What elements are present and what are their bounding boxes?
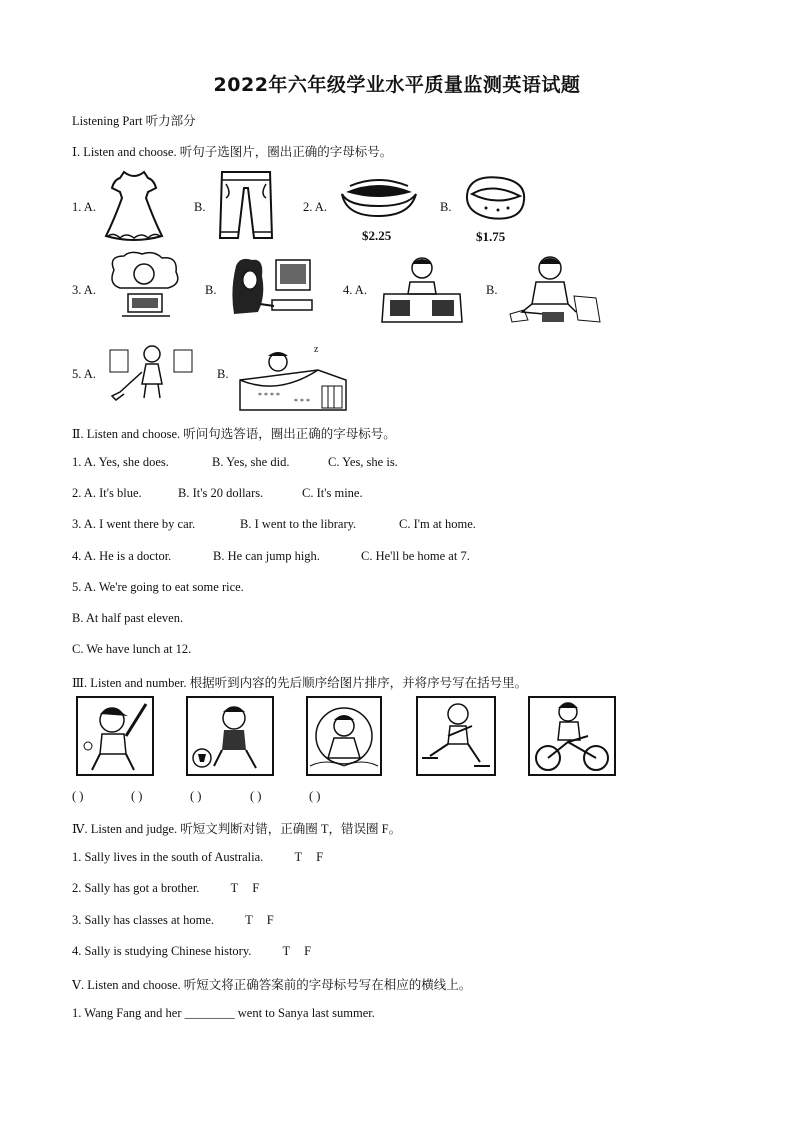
s2-q3a: 3. A. I went there by car. [72, 517, 196, 531]
sleeping-girl-image [238, 340, 348, 412]
s2-q4a: 4. A. He is a doctor. [72, 549, 172, 563]
dress-image [104, 168, 164, 242]
page-title: 2022年六年级学业水平质量监测英语试题 [213, 74, 581, 96]
s4-item-3 [72, 913, 288, 928]
s4-item-2-text: 2. Sally has got a brother. [72, 881, 200, 895]
s5-q1: 1. Wang Fang and her ________ went to Sanya last summer. [72, 1006, 375, 1020]
s4-item-2-f[interactable]: F [252, 881, 260, 895]
hotdog-a-image [338, 172, 420, 222]
hotdog-b-image [462, 172, 528, 224]
s4-item-2 [72, 881, 273, 896]
svg-text:* * *: * * * [294, 397, 310, 406]
s4-item-3-t[interactable]: T [245, 913, 253, 927]
sweeping-girl-image [106, 342, 196, 402]
price-a: $2.25 [362, 228, 392, 243]
q3a-label: 3. A. [72, 283, 96, 297]
order-paren-3[interactable]: ( ) [190, 789, 202, 803]
s2-q4c: C. He'll be home at 7. [361, 549, 470, 563]
q3b-label: B. [205, 283, 217, 297]
s4-item-1-f[interactable]: F [316, 850, 324, 864]
q4a-label: 4. A. [343, 283, 367, 297]
s2-q1b: B. Yes, she did. [212, 455, 290, 469]
s4-item-4 [72, 944, 325, 959]
section2-heading: Ⅱ. Listen and choose. 听问句选答语，圈出正确的字母标号。 [72, 427, 396, 441]
computer-girl-image [230, 256, 322, 320]
skating-boy-image [416, 696, 496, 776]
price-b: $1.75 [476, 229, 506, 244]
order-paren-1[interactable]: ( ) [72, 789, 84, 803]
cycling-girl-image [528, 696, 616, 776]
q2b-label: B. [440, 200, 452, 214]
s2-q5b: B. At half past eleven. [72, 611, 184, 625]
football-boy-image [186, 696, 274, 776]
q5b-label: B. [217, 367, 229, 381]
order-paren-4[interactable]: ( ) [250, 789, 262, 803]
section4-heading: Ⅳ. Listen and judge. 听短文判断对错，正确圈 T，错误圈 F。 [72, 822, 402, 836]
trousers-image [218, 168, 274, 244]
s2-q1c: C. Yes, she is. [328, 455, 398, 469]
girl-moon-image [306, 696, 382, 776]
s2-q5a: 5. A. We're going to eat some rice. [72, 580, 244, 594]
svg-text:* * * *: * * * * [258, 391, 280, 400]
section3-heading: Ⅲ. Listen and number. 根据听到内容的先后顺序给图片排序，并将序号写在括号里。 [72, 676, 528, 690]
listening-part-label: Listening Part 听力部分 [72, 114, 196, 128]
s2-q1a: 1. A. Yes, she does. [72, 455, 169, 469]
s4-item-1-t[interactable]: T [294, 850, 303, 864]
q2a-label: 2. A. [303, 200, 327, 214]
baseball-boy-image [76, 696, 154, 776]
s2-q2c: C. It's mine. [302, 486, 363, 500]
s4-item-2-t[interactable]: T [230, 881, 239, 895]
section5-heading: Ⅴ. Listen and choose. 听短文将正确答案前的字母标号写在相应的横线上。 [72, 978, 472, 992]
s4-item-3-text: 3. Sally has classes at home. [72, 913, 214, 927]
s2-q2b: B. It's 20 dollars. [178, 486, 264, 500]
cooking-boy-image [380, 254, 464, 324]
s4-item-1-text: 1. Sally lives in the south of Australia. [72, 850, 264, 864]
s2-q4b: B. He can jump high. [213, 549, 320, 563]
s4-item-1 [72, 850, 337, 865]
s2-q3b: B. I went to the library. [240, 517, 357, 531]
order-paren-5[interactable]: ( ) [309, 789, 321, 803]
s2-q3c: C. I'm at home. [399, 517, 476, 531]
q4b-label: B. [486, 283, 498, 297]
q5a-label: 5. A. [72, 367, 96, 381]
s2-q5c: C. We have lunch at 12. [72, 642, 192, 656]
typing-girl-image [106, 250, 182, 324]
s4-item-4-t[interactable]: T [282, 944, 291, 958]
svg-text:z: z [314, 344, 319, 355]
s2-q2a: 2. A. It's blue. [72, 486, 142, 500]
s4-item-4-text: 4. Sally is studying Chinese history. [72, 944, 252, 958]
q1a-label: 1. A. [72, 200, 96, 214]
order-paren-2[interactable]: ( ) [131, 789, 143, 803]
reading-boy-image [508, 252, 604, 326]
section1-heading: Ⅰ. Listen and choose. 听句子选图片，圈出正确的字母标号。 [72, 145, 393, 159]
s4-item-4-f[interactable]: F [304, 944, 312, 958]
q1b-label: B. [194, 200, 206, 214]
s4-item-3-f[interactable]: F [266, 913, 274, 927]
